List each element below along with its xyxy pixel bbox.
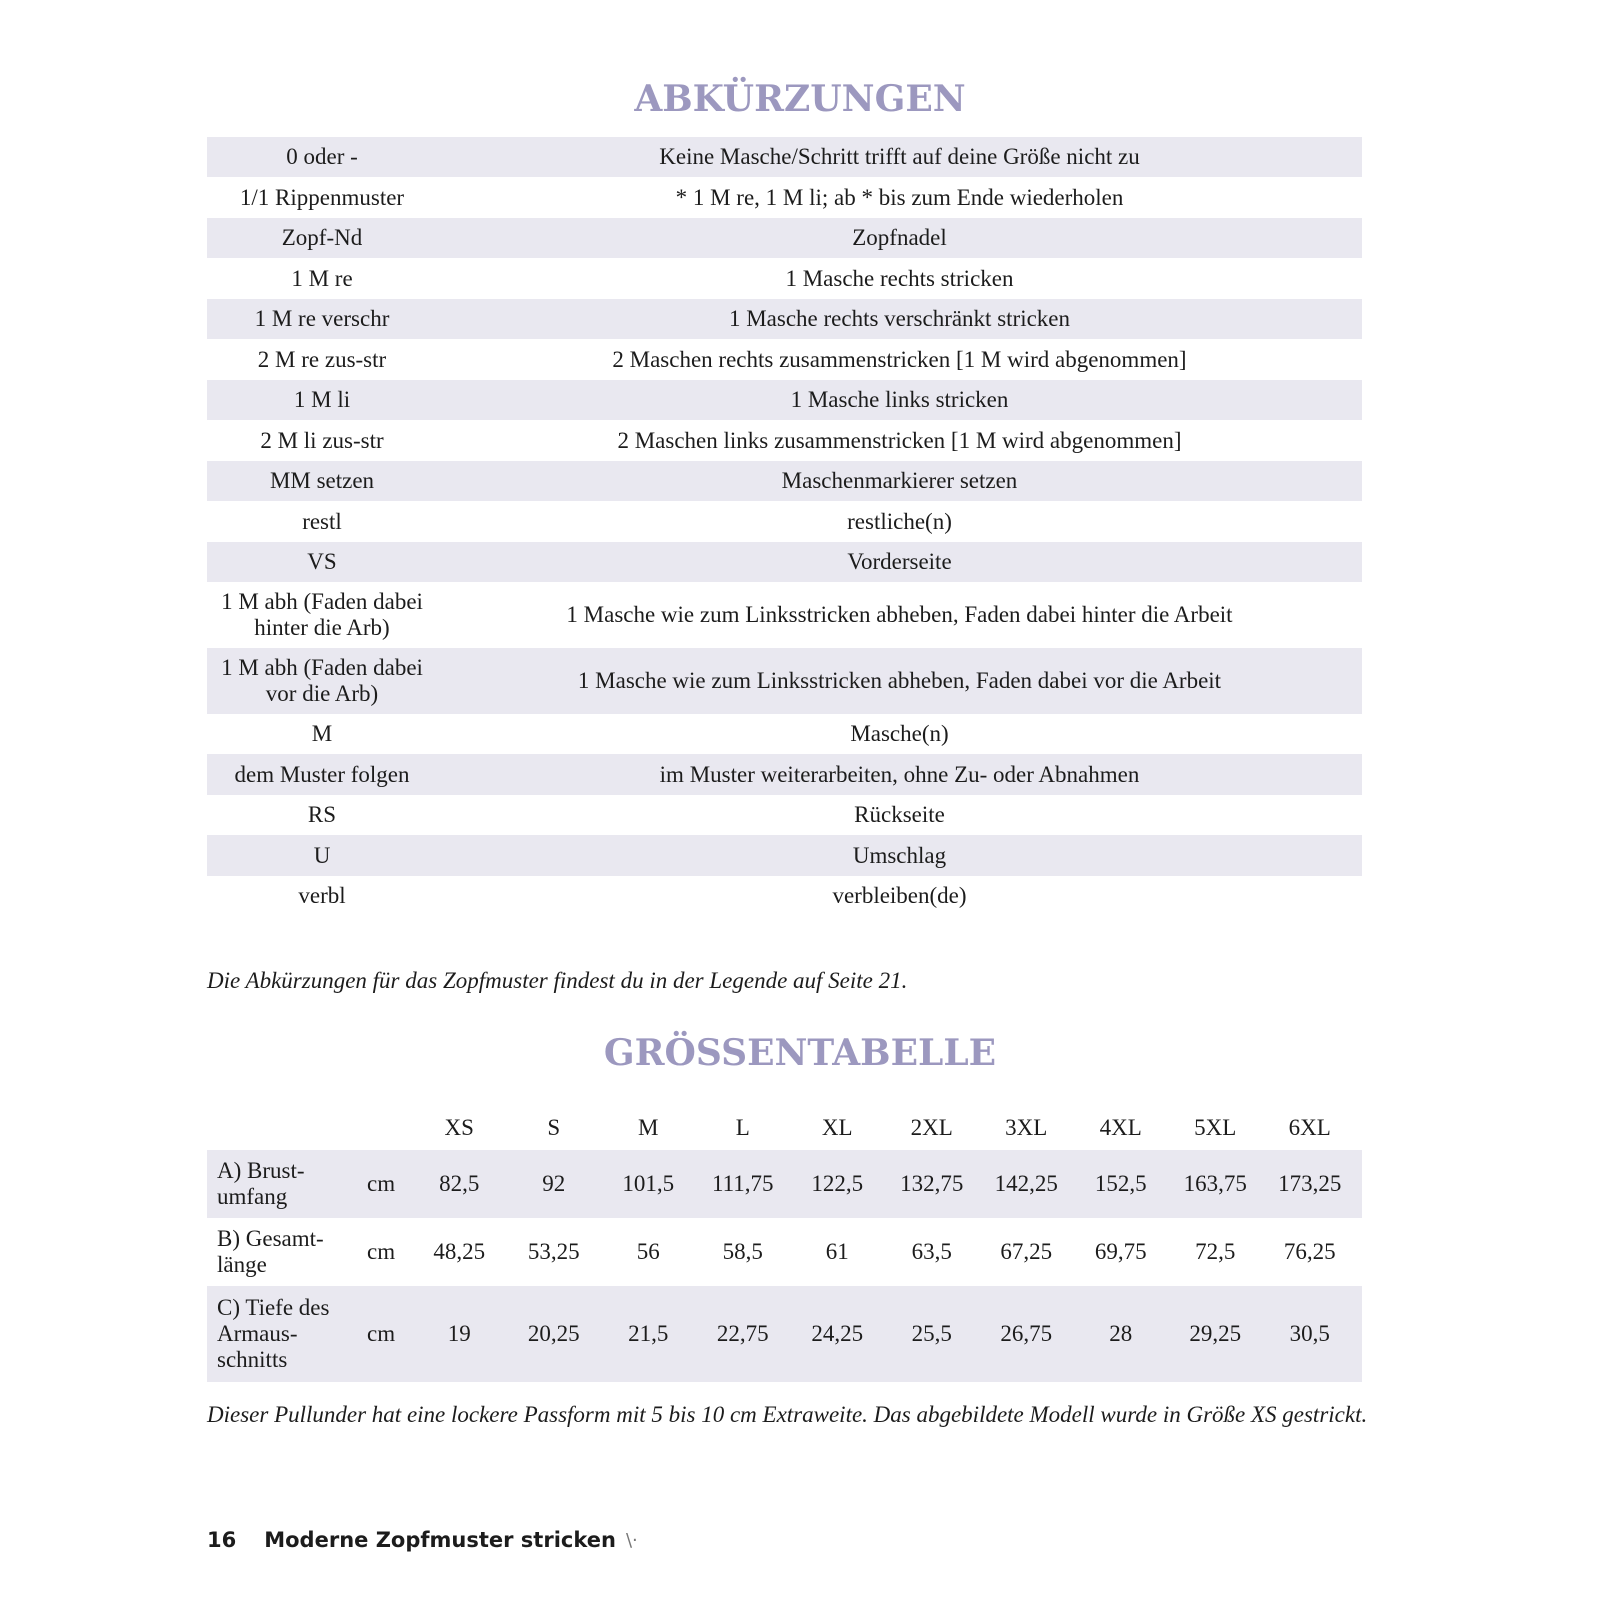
size-column-header: S [547,1115,561,1140]
page-footer [207,1528,638,1552]
abbreviation-row [207,177,1362,218]
size-value: 26,75 [1000,1321,1053,1346]
abbreviation-row [207,380,1362,420]
page-number: 16 [207,1528,237,1552]
abbreviation-row [207,648,1362,714]
abbreviation-meaning: Zopfnadel [852,225,947,250]
abbreviation-term: MM setzen [269,468,375,493]
abbreviation-row [207,542,1362,582]
size-value: 122,5 [811,1171,864,1196]
size-value: 58,5 [722,1239,763,1264]
abbreviation-meaning: 2 Maschen rechts zusammenstricken [1 M wird abgenommen] [612,346,1187,372]
size-table-title: GRÖSSENTABELLE [603,1032,997,1074]
abbreviation-term: 1 M li [293,387,351,412]
abbreviation-row [207,795,1362,835]
size-value: 56 [636,1239,660,1264]
size-value: 72,5 [1195,1239,1236,1264]
size-value: 101,5 [622,1171,675,1196]
abbreviation-term: 0 oder - [286,144,358,169]
abbreviation-meaning: Masche(n) [850,721,949,746]
abbreviation-meaning: Umschlag [852,842,947,868]
size-value: 53,25 [527,1239,580,1264]
size-value: 21,5 [628,1321,669,1346]
abbreviation-row [207,299,1362,339]
size-value: 69,75 [1094,1239,1147,1264]
abbreviation-row [207,137,1362,177]
abbreviation-meaning: restliche(n) [847,508,952,534]
abbreviation-meaning: 2 Maschen links zusammenstricken [1 M wird abgenommen] [617,427,1182,453]
abbreviation-row [207,420,1362,461]
size-value: 61 [825,1239,849,1264]
book-title: Moderne Zopfmuster stricken [264,1528,616,1552]
abbreviation-term: M [311,721,333,746]
size-column-header: 3XL [1005,1115,1048,1140]
size-column-header: 4XL [1099,1115,1142,1140]
size-value: 30,5 [1289,1321,1330,1346]
abbreviation-meaning: im Muster weiterarbeiten, ohne Zu- oder Abnahmen [659,761,1140,787]
header-spacer [207,1115,367,1141]
abbreviation-meaning: 1 Masche links stricken [790,387,1009,412]
abbreviation-term: Zopf-Nd [281,225,363,250]
abbreviation-term: 1/1 Rippenmuster [239,184,405,210]
size-column-header: XS [444,1115,474,1140]
size-table-header [207,1115,1362,1141]
abbreviation-row [207,258,1362,299]
size-value: 24,25 [811,1321,864,1346]
size-row [207,1286,1362,1382]
abbreviation-term: verbl [298,883,346,908]
abbreviation-row [207,461,1362,501]
abbreviation-row [207,501,1362,542]
abbreviation-term: 1 M abh (Faden dabei vor die Arb) [221,655,423,706]
abbreviation-meaning: Rückseite [854,802,945,827]
size-row [207,1218,1362,1286]
size-value: 25,5 [911,1321,952,1346]
abbreviation-meaning: Vorderseite [847,549,952,574]
size-value: 163,75 [1183,1171,1247,1196]
size-value: 48,25 [433,1239,486,1264]
abbreviation-row [207,339,1362,380]
size-column-header: M [638,1115,659,1140]
size-column-header: XL [821,1115,853,1140]
abbreviation-meaning: 1 Masche wie zum Linksstricken abheben, Faden dabei hinter die Arbeit [566,602,1233,627]
abbreviation-meaning: 1 Masche wie zum Linksstricken abheben, Faden dabei vor die Arbeit [577,668,1222,693]
abbreviations-note: Die Abkürzungen für das Zopfmuster findest du in der Legende auf Seite 21. [207,968,908,993]
size-value: 76,25 [1283,1239,1336,1264]
size-column-header: L [735,1115,750,1140]
size-value: 132,75 [900,1171,964,1196]
abbreviations-table [207,137,1362,916]
abbreviation-row [207,218,1362,258]
abbreviation-meaning: 1 Masche rechts stricken [785,265,1014,291]
size-row-label: C) Tiefe des Armaus-schnitts [217,1295,330,1372]
size-row-unit: cm [367,1239,396,1264]
footer-ornament: \· [625,1529,638,1551]
abbreviation-term: U [313,842,331,868]
abbreviation-term: 2 M re zus-str [257,346,387,372]
abbreviation-meaning: 1 Masche rechts verschränkt stricken [728,306,1071,331]
abbreviation-term: dem Muster folgen [234,761,410,787]
abbreviation-row [207,582,1362,648]
abbreviation-term: VS [307,549,337,574]
size-value: 28 [1109,1321,1133,1346]
size-value: 22,75 [716,1321,769,1346]
abbreviation-term: 1 M abh (Faden dabei hinter die Arb) [221,589,423,640]
size-column-header: 6XL [1288,1115,1331,1140]
abbreviation-meaning: verbleiben(de) [832,883,967,908]
abbreviation-term: RS [307,802,337,827]
size-column-header: 2XL [910,1115,953,1140]
abbreviation-row [207,835,1362,876]
abbreviation-meaning: * 1 M re, 1 M li; ab * bis zum Ende wiederholen [675,184,1124,210]
size-value: 142,25 [994,1171,1058,1196]
size-value: 111,75 [711,1171,774,1196]
size-row-label: A) Brust-umfang [217,1158,305,1209]
size-value: 92 [542,1171,566,1196]
abbreviation-term: 2 M li zus-str [260,427,384,453]
abbreviation-row [207,754,1362,795]
size-table [207,1150,1362,1382]
abbreviation-meaning: Maschenmarkierer setzen [781,468,1018,493]
size-row-unit: cm [367,1321,396,1346]
size-value: 19 [447,1321,471,1346]
abbreviation-row [207,876,1362,916]
size-value: 173,25 [1278,1171,1342,1196]
size-value: 20,25 [527,1321,580,1346]
size-value: 29,25 [1189,1321,1242,1346]
abbreviation-term: 1 M re [291,265,353,291]
size-value: 67,25 [1000,1239,1053,1264]
size-row [207,1150,1362,1218]
size-row-label: B) Gesamt-länge [217,1226,324,1277]
abbreviation-row [207,714,1362,754]
size-value: 152,5 [1094,1171,1147,1196]
abbreviation-term: 1 M re verschr [254,306,390,331]
abbreviation-term: restl [302,508,342,534]
size-value: 63,5 [911,1239,952,1264]
abbreviation-meaning: Keine Masche/Schritt trifft auf deine Größe nicht zu [659,144,1140,169]
abbreviations-title: ABKÜRZUNGEN [634,78,966,120]
size-table-note: Dieser Pullunder hat eine lockere Passform mit 5 bis 10 cm Extraweite. Das abgebildete Modell wurde in Größe XS gestrickt. [207,1402,1368,1427]
size-column-header: 5XL [1194,1115,1237,1140]
header-spacer [367,1115,412,1141]
size-value: 82,5 [439,1171,480,1196]
size-row-unit: cm [367,1171,396,1196]
